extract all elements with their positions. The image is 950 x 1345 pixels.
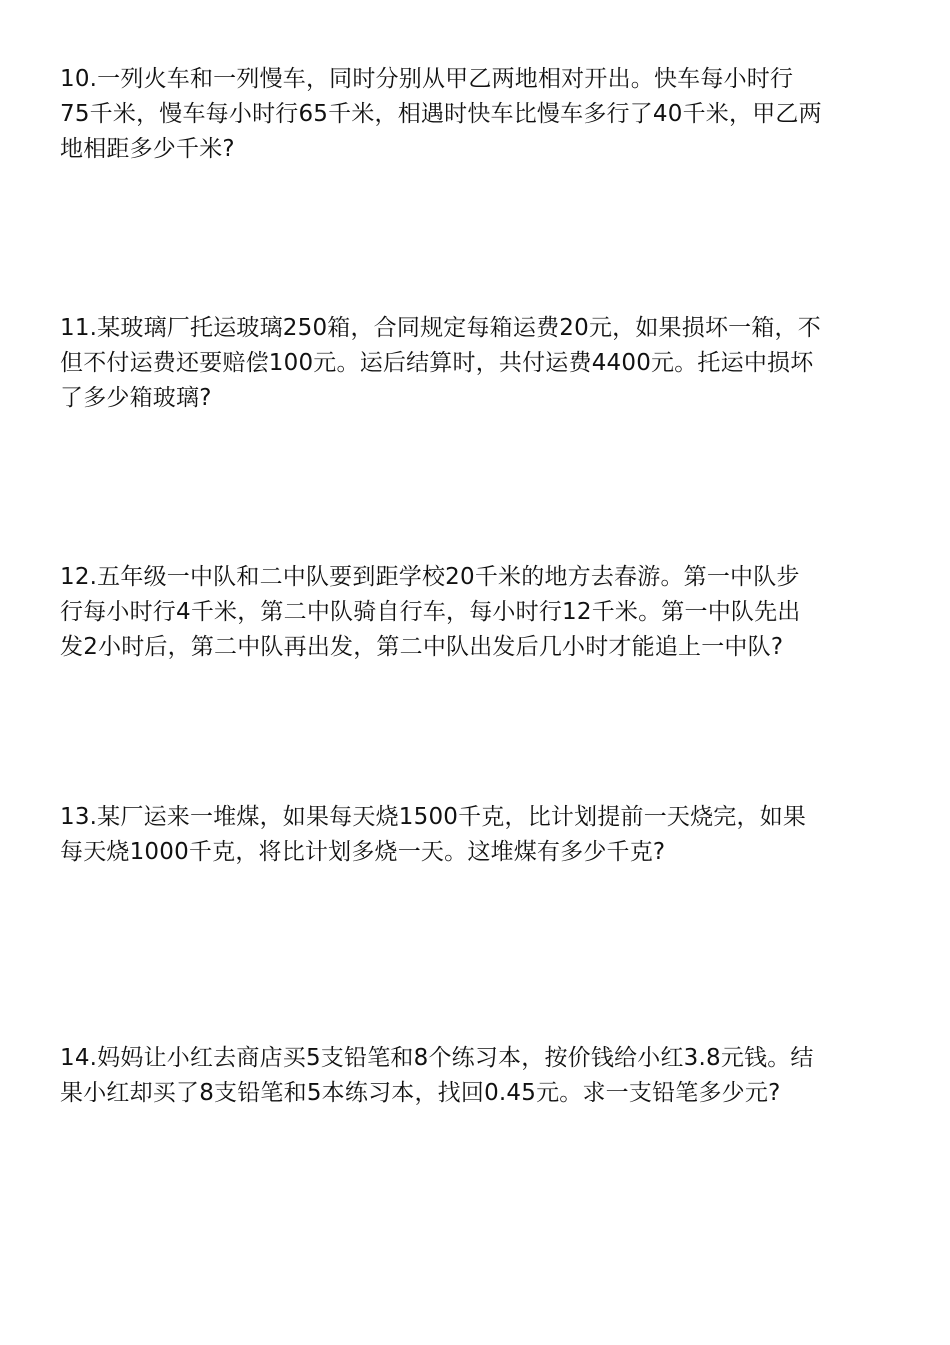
problem-12-line-2: 行每小时行4千米，第二中队骑自行车，每小时行12千米。第一中队先出 <box>60 599 801 625</box>
problem-12-line-1: 12.五年级一中队和二中队要到距学校20千米的地方去春游。第一中队步 <box>60 564 800 590</box>
problem-10-line-3: 地相距多少千米? <box>60 136 235 162</box>
problem-11-line-1: 11.某玻璃厂托运玻璃250箱，合同规定每箱运费20元，如果损坏一箱，不 <box>60 315 821 341</box>
problem-14-line-2: 果小红却买了8支铅笔和5本练习本，找回0.45元。求一支铅笔多少元? <box>60 1080 781 1106</box>
problem-12-line-3: 发2小时后，第二中队再出发，第二中队出发后几小时才能追上一中队? <box>60 634 784 660</box>
problem-13 <box>60 800 875 870</box>
problem-13-line-2: 每天烧1000千克，将比计划多烧一天。这堆煤有多少千克? <box>60 839 666 865</box>
problem-14-line-1: 14.妈妈让小红去商店买5支铅笔和8个练习本，按价钱给小红3.8元钱。结 <box>60 1045 814 1071</box>
problem-11 <box>60 311 875 416</box>
problem-11-line-3: 了多少箱玻璃? <box>60 385 212 411</box>
problem-14 <box>60 1041 875 1111</box>
problem-11-line-2: 但不付运费还要赔偿100元。运后结算时，共付运费4400元。托运中损坏 <box>60 350 814 376</box>
problem-10-line-2: 75千米，慢车每小时行65千米，相遇时快车比慢车多行了40千米，甲乙两 <box>60 101 822 127</box>
problem-10-line-1: 10.一列火车和一列慢车，同时分别从甲乙两地相对开出。快车每小时行 <box>60 66 794 92</box>
problem-10 <box>60 62 875 167</box>
problem-12 <box>60 560 875 665</box>
problem-13-line-1: 13.某厂运来一堆煤，如果每天烧1500千克，比计划提前一天烧完，如果 <box>60 804 807 830</box>
